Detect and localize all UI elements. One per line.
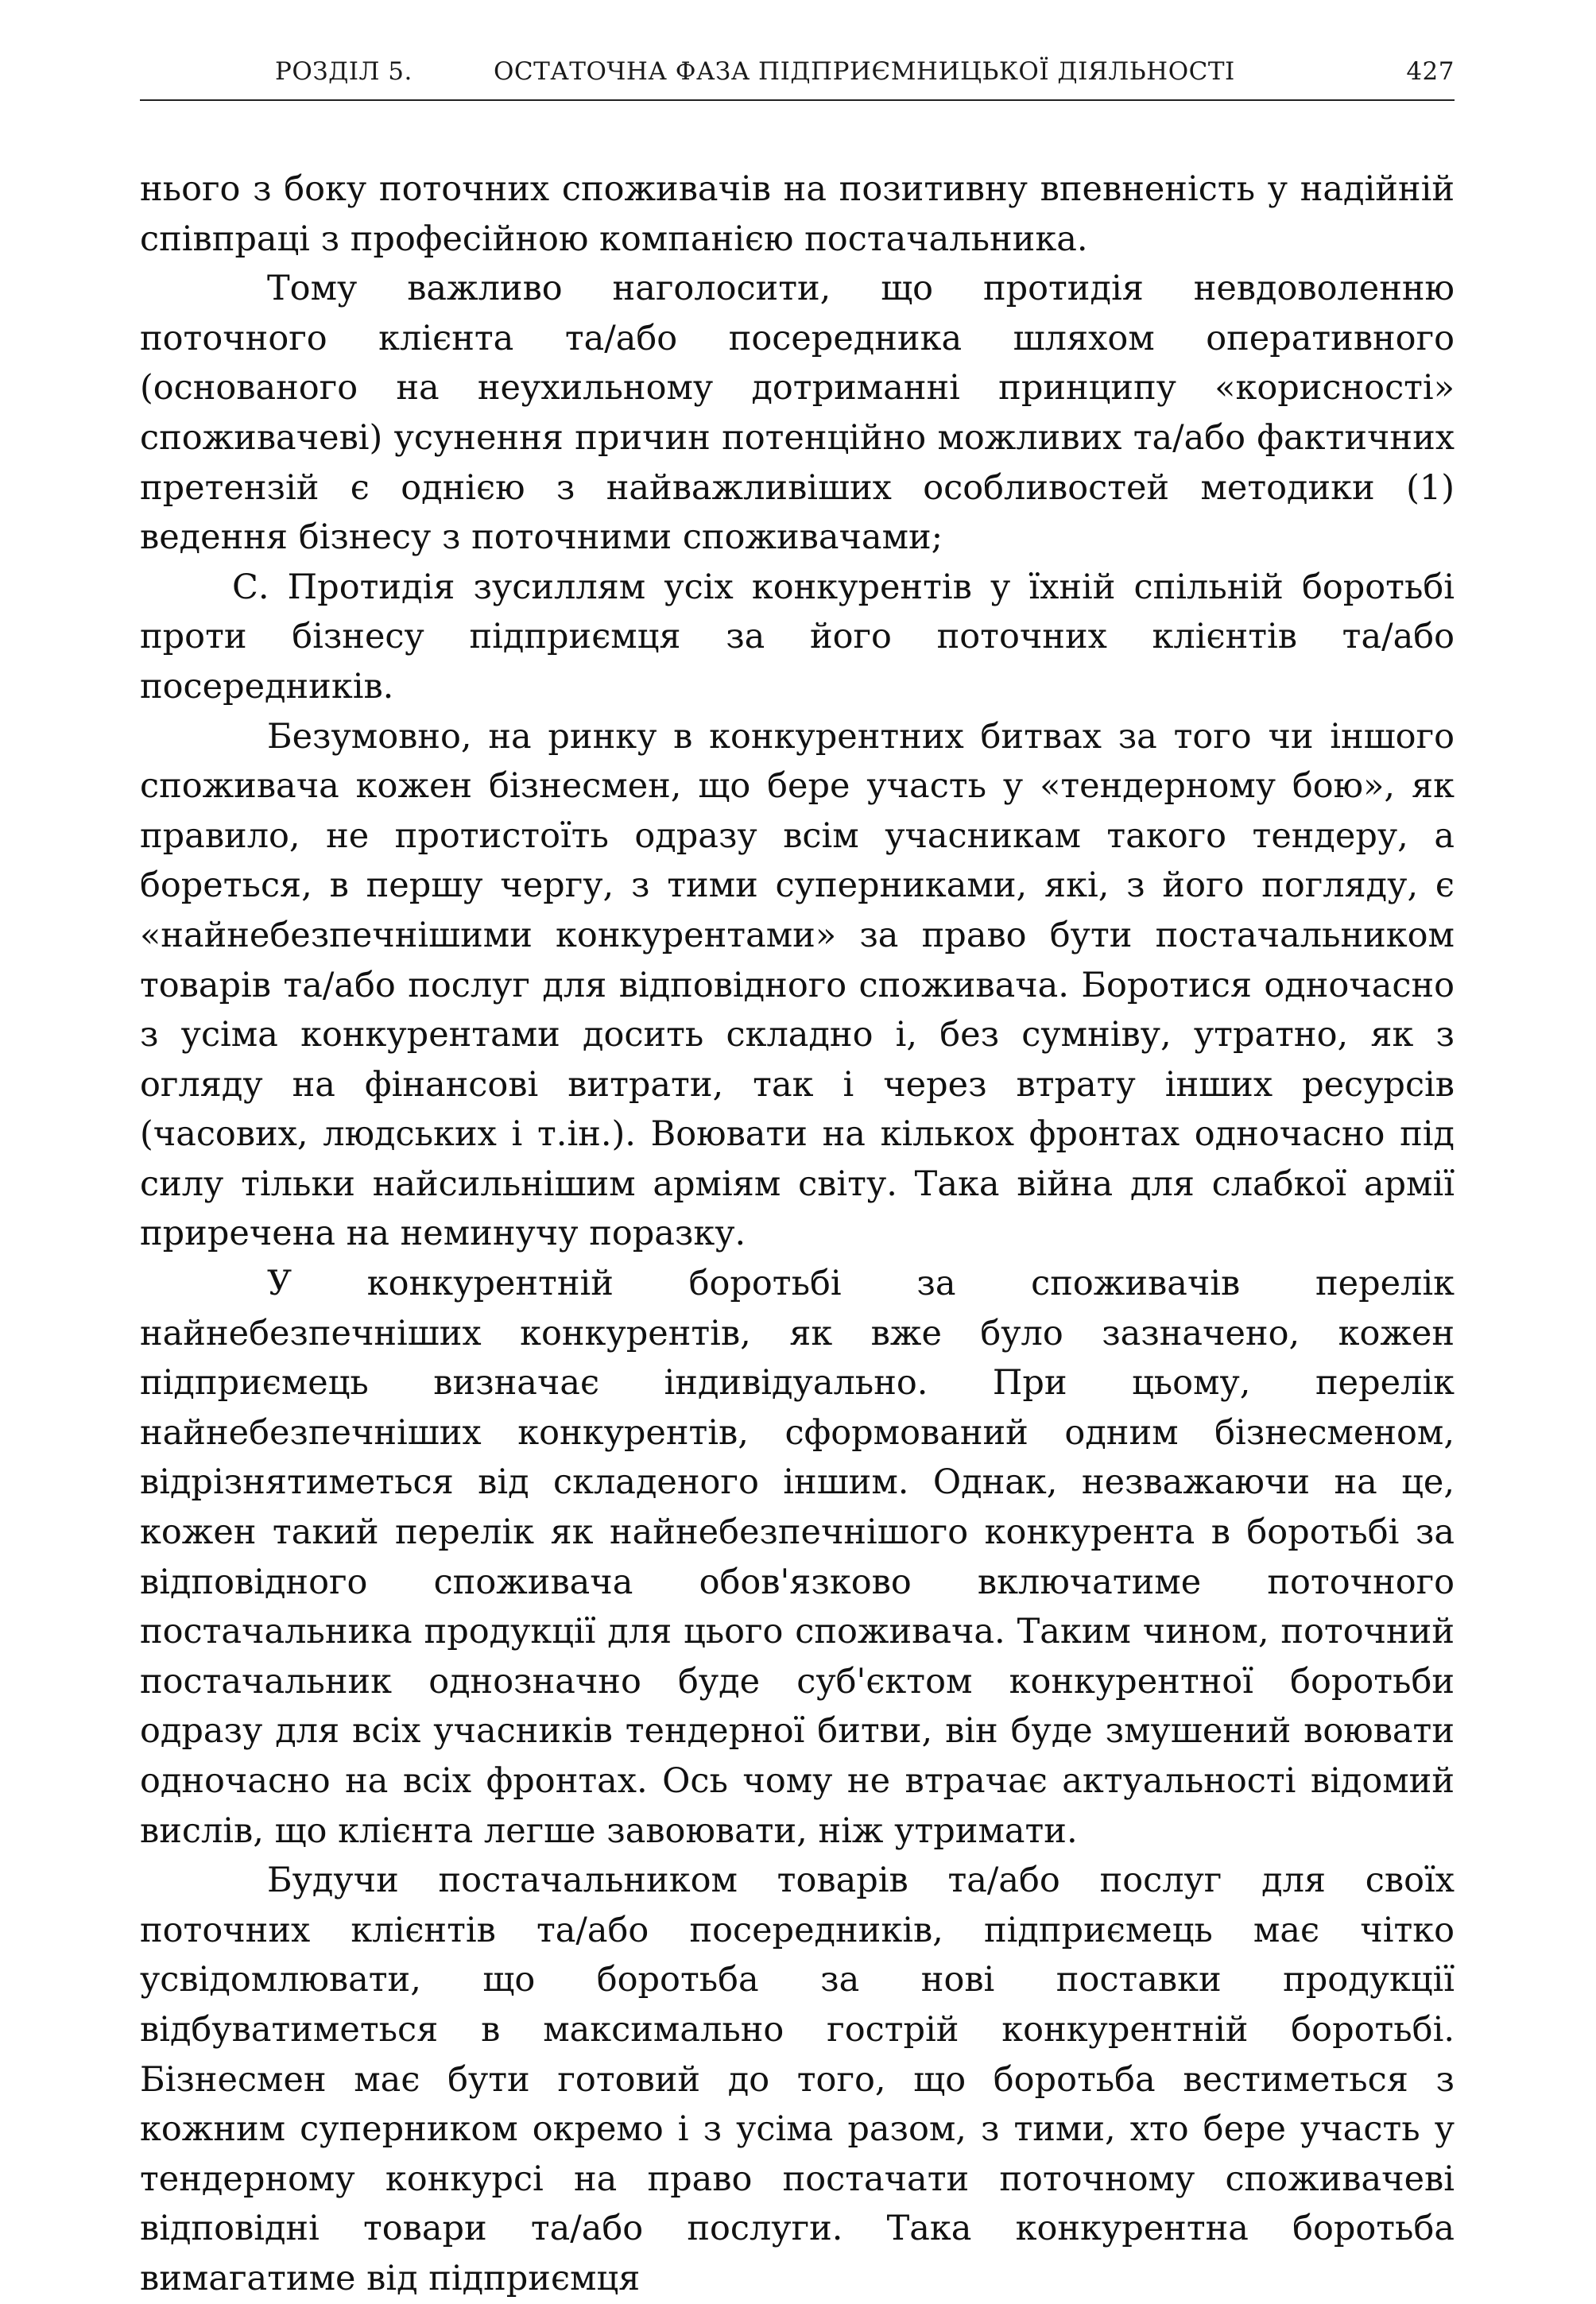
running-header	[140, 57, 1455, 95]
list-item-c: С. Протидія зусиллям усіх конкурентів у їхній спільній боротьбі проти бізнесу підприємця за його поточних клієнтів та/або посередників.	[140, 567, 1455, 707]
page-number: 427	[1406, 57, 1455, 86]
body-text	[140, 165, 1455, 2304]
paragraph: У конкурентній боротьбі за споживачів перелік найнебезпечніших конкурентів, як вже було зазначено, кожен підприємець визначає індивідуально. При цьому, перелік найнебезпечніших конкурентів, сформований одним бізнесменом, відрізнятиметься від складеного іншим. Однак, незважаючи на це, кожен такий перелік як найнебезпечнішого конкурента в боротьбі за відповідного споживача обов'язково включатиме поточного постачальника продукції для цього споживача. Таким чином, поточний постачальник однозначно буде суб'єктом конкурентної боротьби одразу для всіх учасників тендерної битви, він буде змушений воювати одночасно на всіх фронтах. Ось чому не втрачає актуальності відомий вислів, що клієнта легше завоювати, ніж утримати.	[140, 1264, 1455, 1851]
chapter-title: ОСТАТОЧНА ФАЗА ПІДПРИЄМНИЦЬКОЇ ДІЯЛЬНОСТІ	[494, 57, 1235, 86]
paragraph: Тому важливо наголосити, що протидія невдоволенню поточного клієнта та/або посередника шляхом оперативного (основаного на неухильному дотриманні принципу «корисності» споживачеві) усунення причин потенційно можливих та/або фактичних претензій є однією з найважливіших особливостей методики (1) ведення бізнесу з поточними споживачами;	[140, 269, 1455, 558]
paragraph: Безумовно, на ринку в конкурентних битвах за того чи іншого споживача кожен бізнесмен, що бере участь у «тендерному бою», як правило, не протистоїть одразу всім учасникам такого тендеру, а бореться, в першу чергу, з тими суперниками, які, з його погляду, є «найнебезпечнішими конкурентами» за право бути постачальником товарів та/або послуг для відповідного споживача. Боротися одночасно з усіма конкурентами досить складно і, без сумніву, утратно, як з огляду на фінансові витрати, так і через втрату інших ресурсів (часових, людських і т.ін.). Воювати на кількох фронтах одночасно під силу тільки найсильнішим арміям світу. Така війна для слабкої армії приречена на неминучу поразку.	[140, 716, 1455, 1254]
paragraph-continuation: нього з боку поточних споживачів на позитивну впевненість у надійній співпраці з професійною компанією постачальника.	[140, 169, 1455, 259]
chapter-label: РОЗДІЛ 5.	[275, 57, 413, 86]
header-divider	[140, 99, 1455, 101]
paragraph: Будучи постачальником товарів та/або послуг для своїх поточних клієнтів та/або посередників, підприємець має чітко усвідомлювати, що боротьба за нові поставки продукції відбуватиметься в максимально гострій конкурентній боротьбі. Бізнесмен має бути готовий до того, що боротьба вестиметься з кожним суперником окремо і з усіма разом, з тими, хто бере участь у тендерному конкурсі на право постачати поточному споживачеві відповідні товари та/або послуги. Така конкурентна боротьба вимагатиме від підприємця	[140, 1861, 1455, 2298]
